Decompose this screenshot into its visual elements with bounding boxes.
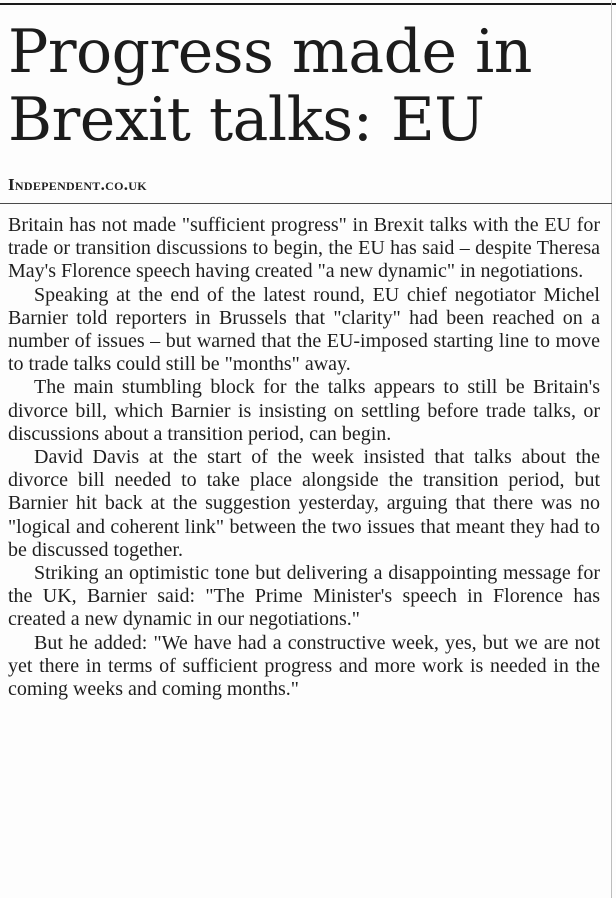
article-paragraph-6: But he added: "We have had a constructive week, yes, but we are not yet there in terms of sufficient progress and more work is needed in the coming weeks and coming months." <box>8 631 600 701</box>
headline: Progress made in Brexit talks: EU <box>8 17 532 155</box>
article-paragraph-1: Britain has not made "sufficient progress" in Brexit talks with the EU for trade or transition discussions to begin, the EU has said – despite Theresa May's Florence speech having created "a new dynamic" in negotiations. <box>8 214 600 283</box>
right-column-rule <box>611 0 612 898</box>
article-paragraph-3: The main stumbling block for the talks appears to still be Britain's divorce bill, which Barnier is insisting on settling before trade talks, or discussions about a transition period, can begin. <box>8 376 600 445</box>
article-paragraph-2: Speaking at the end of the latest round, EU chief negotiator Michel Barnier told reporters in Brussels that "clarity" had been reached on a number of issues – but warned that the EU-imposed starting line to move to trade talks could still be "months" away. <box>8 283 600 376</box>
article-paragraph-4: David Davis at the start of the week insisted that talks about the divorce bill needed to take place alongside the transition period, but Barnier hit back at the suggestion yesterday, arguing that there was no "logical and coherent link" between the two issues that meant they had to be discussed together. <box>8 446 600 561</box>
article-body <box>8 214 600 701</box>
top-rule <box>0 3 616 5</box>
article-paragraph-5: Striking an optimistic tone but delivering a disappointing message for the UK, Barnier said: "The Prime Minister's speech in Florence has created a new dynamic in our negotiations." <box>8 562 600 631</box>
source-credit: Independent.co.uk <box>8 175 147 194</box>
source-divider <box>0 203 612 204</box>
